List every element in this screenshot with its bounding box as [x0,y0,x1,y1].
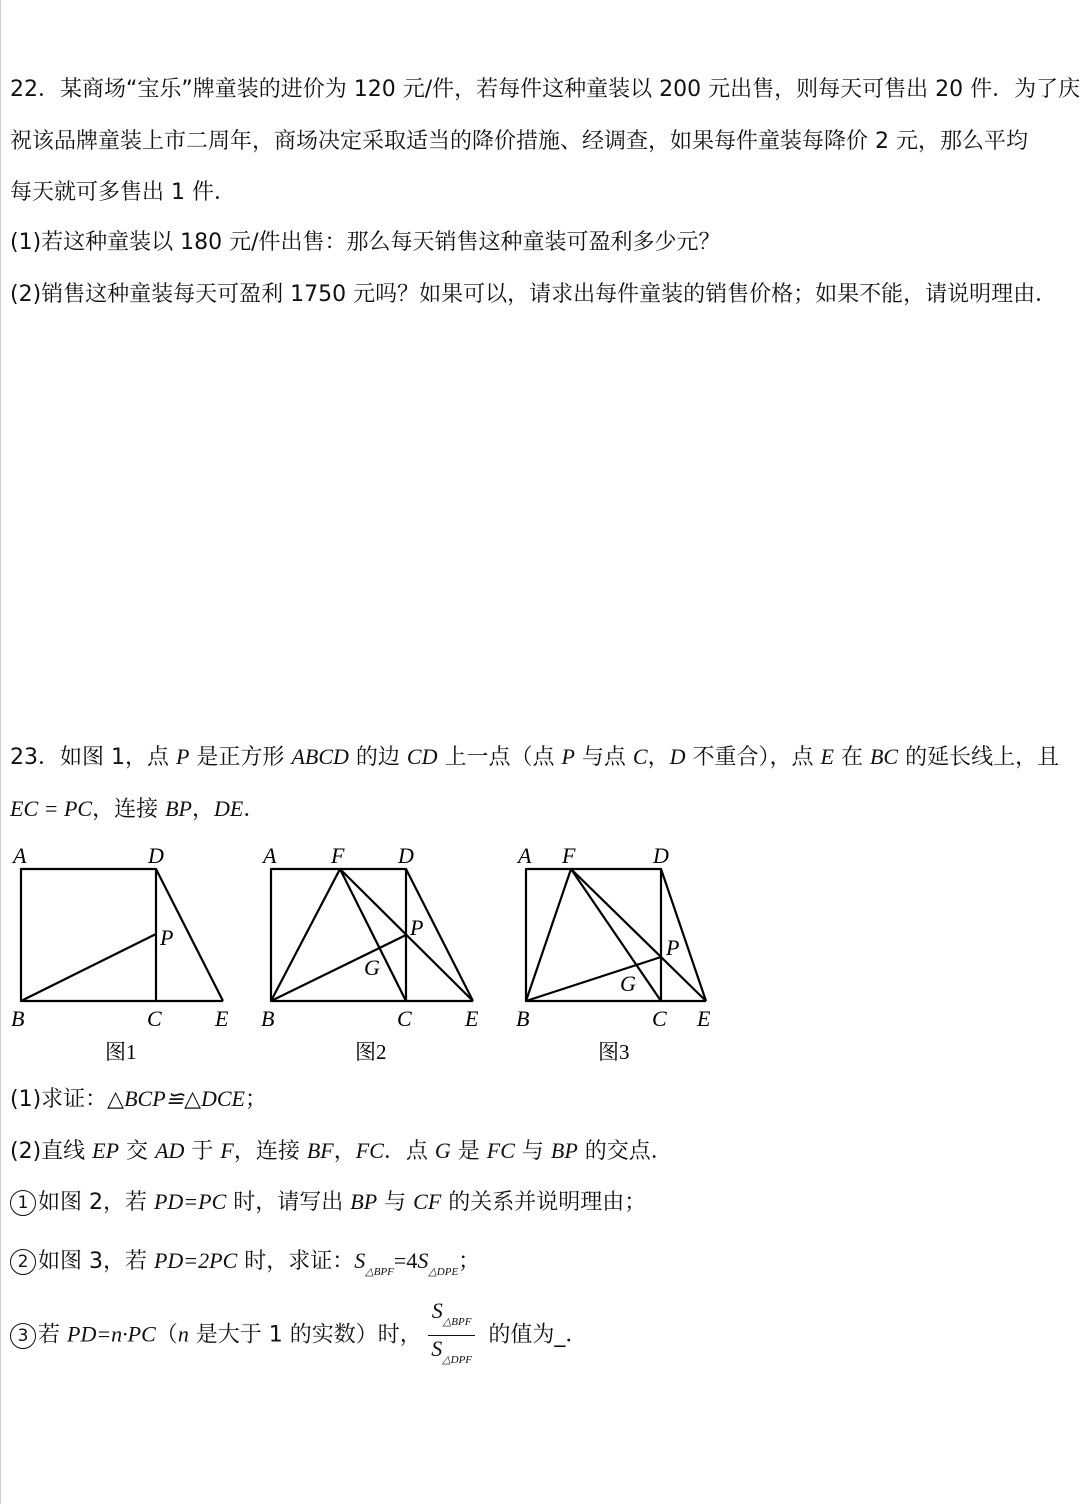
fig3-line-BP [526,957,661,1001]
math-var: BP [350,1189,378,1214]
fig1-caption: 图1 [105,1040,137,1064]
fig3-label-F: F [562,843,576,868]
q23-part-2 [10,1136,673,1167]
q22-line-3: 每天就可多售出 1 件． [10,180,236,205]
fig2-label-A: A [263,843,277,868]
math-var: D [669,744,686,769]
math-expr: PD=n·PC [67,1321,156,1347]
fig2-caption: 图2 [355,1040,387,1064]
fig2-label-G: G [364,955,380,980]
fig3-label-A: A [518,843,532,868]
fig1-square [21,869,156,1001]
math-expr: PD=2PC [153,1248,238,1273]
text: (2)直线 [10,1139,93,1164]
q22-part-1: (1)若这种童装以 180 元/件出售：那么每天销售这种童装可盈利多少元？ [10,230,721,255]
text: 如图 2，若 [38,1190,154,1215]
fig2-square [271,869,406,1001]
subscript: △DPE [428,1266,459,1278]
text: 是大于 1 的实数）时， [188,1322,422,1348]
q23-intro-line-1 [10,742,1059,773]
fraction-denominator [428,1336,476,1373]
math-var: S [431,1298,443,1323]
text: 与 [377,1190,414,1215]
text: ．点 [383,1139,435,1164]
circled-number-1: 1 [10,1190,36,1216]
fig3-label-P: P [666,935,680,960]
fig3-label-D: D [653,843,669,868]
text: 的边 [348,745,407,770]
fig1-label-D: D [148,843,164,868]
math-var: BP [165,796,192,821]
text: （ [155,1322,178,1348]
fig1-label-C: C [147,1006,162,1031]
text: 于 [184,1139,221,1164]
page-left-edge [0,0,1,1504]
math-var: P [175,744,190,769]
text: 23．如图 1，点 [10,745,176,770]
fig2-label-D: D [398,843,414,868]
math-var: E [820,744,834,769]
fig2-line-FC [340,869,406,1001]
text: ． [243,797,266,822]
q23-subpart-1 [10,1187,646,1218]
q22-part-2: (2)销售这种童装每天可盈利 1750 元吗？如果可以，请求出每件童装的销售价格；如果不能，请说明理由． [10,282,1058,307]
math-var: C [632,744,648,769]
math-expr: △BCP≌△DCE [107,1086,245,1111]
text: (1)求证： [10,1087,108,1112]
text: 的交点． [577,1139,673,1164]
math-var: ABCD [291,744,349,769]
text: ； [245,1087,268,1112]
math-expr: PD=PC [153,1189,227,1214]
fig1-line-BP [21,934,156,1001]
math-var: S [431,1336,443,1361]
fig2-label-P: P [410,915,424,940]
q23-subpart-3 [10,1298,588,1366]
text: 与 [514,1139,551,1164]
fraction-numerator [428,1298,476,1336]
text: 不重合），点 [685,745,821,770]
fig3-line-FB [526,869,571,1001]
math-var: BF [306,1138,334,1163]
fig3-label-G: G [620,971,636,996]
fig3-square [526,869,661,1001]
q22-line-2: 祝该品牌童装上市二周年，商场决定采取适当的降价措施、经调查，如果每件童装每降价 2 元，那么平均 [10,129,1028,154]
math-var: BC [869,744,899,769]
text: ，连接 [233,1139,307,1164]
text: 时，请写出 [226,1190,351,1215]
fig2-label-B: B [261,1006,275,1031]
q22-line-1: 22．某商场“宝乐”牌童装的进价为 120 元/件，若每件这种童装以 200 元出售，则每天可售出 20 件．为了庆 [10,77,1080,102]
fig1-label-P: P [160,925,174,950]
figures-group [0,838,760,1068]
q23-part-1 [10,1084,267,1115]
fig2-line-BP [271,935,406,1001]
circled-number-2: 2 [10,1249,36,1275]
fig3-label-E: E [697,1006,711,1031]
text: ； [458,1249,481,1274]
text: 是 [450,1139,487,1164]
text: 与点 [574,745,633,770]
q23-subpart-2 [10,1246,480,1287]
text: 交 [119,1139,156,1164]
math-var: FC [486,1138,515,1163]
text: ，连接 [92,797,166,822]
circled-number-3: 3 [10,1323,36,1349]
math-var: G [434,1138,451,1163]
text: 是正方形 [189,745,292,770]
math-var: FC [355,1138,384,1163]
text: 若 [38,1322,67,1348]
fig2-line-FB [271,869,340,1001]
math-var: CD [406,744,438,769]
text: 的值为_． [481,1322,588,1348]
math-var: EP [92,1138,120,1163]
math-var: CF [413,1189,442,1214]
subscript: △BPF [442,1316,472,1328]
text: 时，求证： [237,1249,355,1274]
fig2-label-F: F [331,843,345,868]
text: 如图 3，若 [38,1249,154,1274]
fig2-label-E: E [465,1006,479,1031]
math-var: BP [550,1138,578,1163]
text: 在 [833,745,870,770]
fig2-label-C: C [397,1006,412,1031]
q23-intro-line-2 [10,794,265,825]
fig3-label-B: B [516,1006,530,1031]
math-var: S [417,1248,429,1273]
fig1-label-B: B [11,1006,25,1031]
text: 的延长线上，且 [898,745,1060,770]
text: ， [647,745,670,770]
math-var: AD [155,1138,185,1163]
math-expr: EC = PC [10,796,93,821]
fraction [428,1298,476,1373]
fig3-caption: 图3 [598,1040,630,1064]
math-var: F [220,1138,234,1163]
math-expr: =4 [393,1248,418,1273]
fig1-label-E: E [215,1006,229,1031]
fig1-label-A: A [13,843,27,868]
math-var: P [561,744,575,769]
math-var: n [177,1321,189,1347]
math-var: DE [213,796,244,821]
fig3-label-C: C [652,1006,667,1031]
subscript: △BPF [365,1266,394,1278]
math-var: S [354,1248,366,1273]
fig3-line-FE [571,869,706,1001]
text: 上一点（点 [437,745,562,770]
text: ， [191,797,214,822]
text: ， [333,1139,356,1164]
subscript: △DPF [442,1354,473,1366]
text: 的关系并说明理由； [441,1190,647,1215]
